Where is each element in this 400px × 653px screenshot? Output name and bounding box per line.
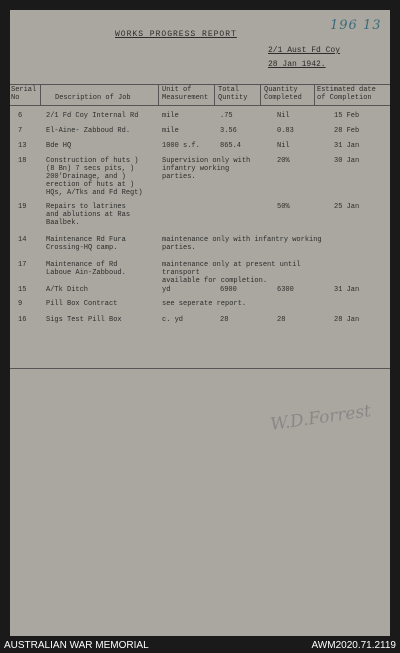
- report-title: WORKS PROGRESS REPORT: [115, 30, 237, 39]
- cell-total: .75: [220, 112, 233, 120]
- footer-right: AWM2020.71.2119: [311, 640, 396, 651]
- header-total-quantity: Total Quntity: [218, 86, 248, 102]
- cell-unit: c. yd: [162, 316, 184, 324]
- cell-serial: 9: [18, 300, 23, 308]
- cell-unit: 1000 s.f.: [162, 142, 200, 150]
- footer-left: AUSTRALIAN WAR MEMORIAL: [4, 640, 149, 651]
- cell-serial: 14: [18, 236, 27, 244]
- column-divider: [40, 84, 41, 105]
- cell-estimated: 15 Feb: [334, 112, 360, 120]
- table-header-rule: [10, 105, 390, 106]
- header-estimated-date: Estimated date of Completion: [317, 86, 376, 102]
- cell-total: 6900: [220, 286, 237, 294]
- cell-estimated: 30 Jan: [334, 157, 360, 165]
- cell-completed: 6300: [277, 286, 294, 294]
- cell-total: 3.56: [220, 127, 237, 135]
- table-row: [10, 316, 390, 356]
- cell-description: Construction of huts ) (8 Bn) 7 secs pits, ) 200'Drainage, and ) erection of huts at ) HQs, A/Tks and Fd Regt): [46, 157, 143, 197]
- header-serial: Serial No: [11, 86, 37, 102]
- column-divider: [314, 84, 315, 105]
- table-top-rule: [10, 84, 390, 85]
- cell-unit: maintenance only with infantry working parties.: [162, 236, 322, 252]
- document-page: [10, 10, 390, 636]
- cell-total: 865.4: [220, 142, 242, 150]
- cell-serial: 13: [18, 142, 27, 150]
- cell-unit: yd: [162, 286, 171, 294]
- report-date: 28 Jan 1942.: [268, 60, 326, 69]
- table-bottom-rule: [10, 368, 390, 369]
- cell-serial: 6: [18, 112, 23, 120]
- cell-completed: 20%: [277, 157, 290, 165]
- cell-unit: Supervision only with infantry working parties.: [162, 157, 251, 181]
- cell-description: A/Tk Ditch: [46, 286, 89, 294]
- cell-description: Maintenance of Rd Laboue Ain-Zabboud.: [46, 261, 126, 277]
- cell-unit: maintenance only at present until transport available for completion.: [162, 261, 301, 285]
- cell-estimated: 28 Feb: [334, 127, 360, 135]
- cell-description: Sigs Test Pill Box: [46, 316, 122, 324]
- header-description: Description of Job: [55, 94, 131, 102]
- cell-description: Pill Box Contract: [46, 300, 118, 308]
- cell-estimated: 28 Jan: [334, 316, 360, 324]
- column-divider: [260, 84, 261, 105]
- cell-estimated: 31 Jan: [334, 142, 360, 150]
- header-quantity-completed: Quantity Completed: [264, 86, 302, 102]
- cell-unit: mile: [162, 112, 179, 120]
- table-row: [10, 157, 390, 197]
- cell-serial: 18: [18, 157, 27, 165]
- report-unit: 2/1 Aust Fd Coy: [268, 46, 341, 55]
- column-divider: [158, 84, 159, 105]
- signature: W.D.Forrest: [269, 401, 373, 435]
- cell-serial: 15: [18, 286, 27, 294]
- cell-description: Maintenance Rd Fura Crossing-HQ camp.: [46, 236, 126, 252]
- cell-serial: 19: [18, 203, 27, 211]
- archive-footer: [0, 638, 400, 653]
- cell-completed: Nil: [277, 112, 290, 120]
- cell-serial: 16: [18, 316, 27, 324]
- cell-description: 2/1 Fd Coy Internal Rd: [46, 112, 139, 120]
- cell-description: Bde HQ: [46, 142, 72, 150]
- cell-serial: 17: [18, 261, 27, 269]
- cell-completed: 0.83: [277, 127, 294, 135]
- cell-description: Repairs to latrines and ablutions at Ras Baalbek.: [46, 203, 131, 227]
- header-unit-of-measurement: Unit of Measurement: [162, 86, 209, 102]
- column-divider: [214, 84, 215, 105]
- cell-description: El-Aine- Zabboud Rd.: [46, 127, 131, 135]
- handwritten-mark: 196 13: [330, 18, 382, 33]
- cell-estimated: 31 Jan: [334, 286, 360, 294]
- cell-completed: Nil: [277, 142, 290, 150]
- cell-completed: 50%: [277, 203, 290, 211]
- cell-completed: 28: [277, 316, 286, 324]
- cell-estimated: 25 Jan: [334, 203, 360, 211]
- cell-serial: 7: [18, 127, 23, 135]
- cell-unit: mile: [162, 127, 179, 135]
- cell-total: 28: [220, 316, 229, 324]
- cell-unit: see seperate report.: [162, 300, 247, 308]
